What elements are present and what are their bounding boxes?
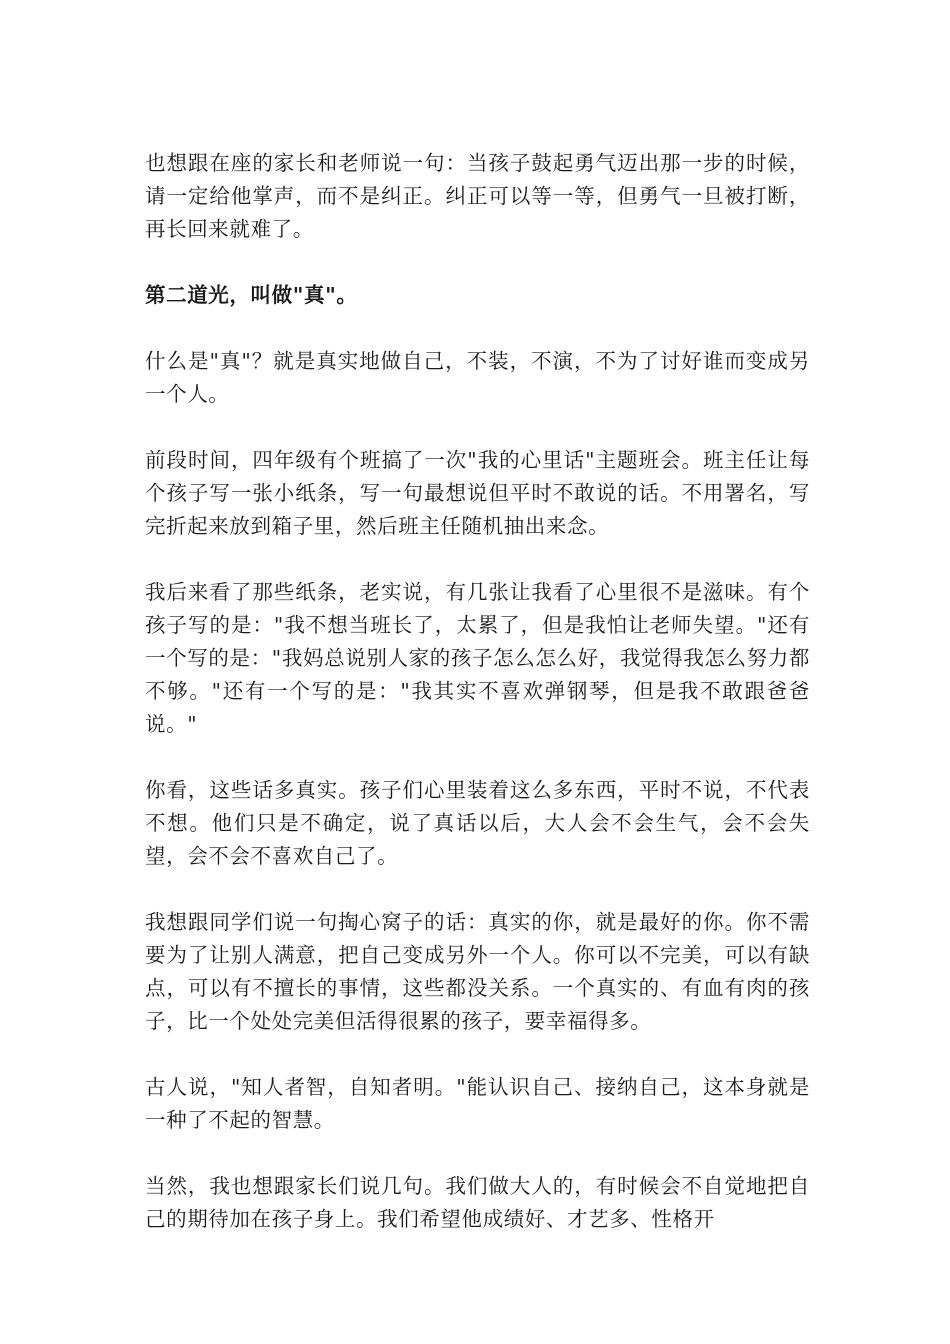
paragraph-real-words: 你看，这些话多真实。孩子们心里装着这么多东西，平时不说，不代表不想。他们只是不确定，说了真话以后，大人会不会生气，会不会失望，会不会不喜欢自己了。 [145,778,810,868]
paragraph-to-parents: 当然，我也想跟家长们说几句。我们做大人的，有时候会不自觉地把自己的期待加在孩子身上。我们希望他成绩好、才艺多、性格开 [145,1174,810,1231]
paragraph-notes: 我后来看了那些纸条，老实说，有几张让我看了心里很不是滋味。有个孩子写的是："我不想当班长了，太累了，但是我怕让老师失望。"还有一个写的是："我妈总说别人家的孩子怎么怎么好，我觉得我怎么努力都不够。"还有一个写的是："我其实不喜欢弹钢琴，但是我不敢跟爸爸说。" [145,580,810,736]
section-heading-truth: 第二道光，叫做"真"。 [145,283,358,307]
document-body [145,147,810,1269]
paragraph-be-yourself: 我想跟同学们说一句掏心窝子的话：真实的你，就是最好的你。你不需要为了让别人满意，把自己变成另外一个人。你可以不完美，可以有缺点，可以有不擅长的事情，这些都没关系。一个真实的、有血有肉的孩子，比一个处处完美但活得很累的孩子，要幸福得多。 [145,910,810,1033]
paragraph-ancient-saying: 古人说，"知人者智，自知者明。"能认识自己、接纳自己，这本身就是一种了不起的智慧。 [145,1075,810,1132]
paragraph-applause: 也想跟在座的家长和老师说一句：当孩子鼓起勇气迈出那一步的时候，请一定给他掌声，而不是纠正。纠正可以等一等，但勇气一旦被打断，再长回来就难了。 [145,151,810,241]
paragraph-what-is-truth: 什么是"真"？就是真实地做自己，不装，不演，不为了讨好谁而变成另一个人。 [145,349,810,406]
paragraph-class-meeting: 前段时间，四年级有个班搞了一次"我的心里话"主题班会。班主任让每个孩子写一张小纸条，写一句最想说但平时不敢说的话。不用署名，写完折起来放到箱子里，然后班主任随机抽出来念。 [145,448,810,538]
